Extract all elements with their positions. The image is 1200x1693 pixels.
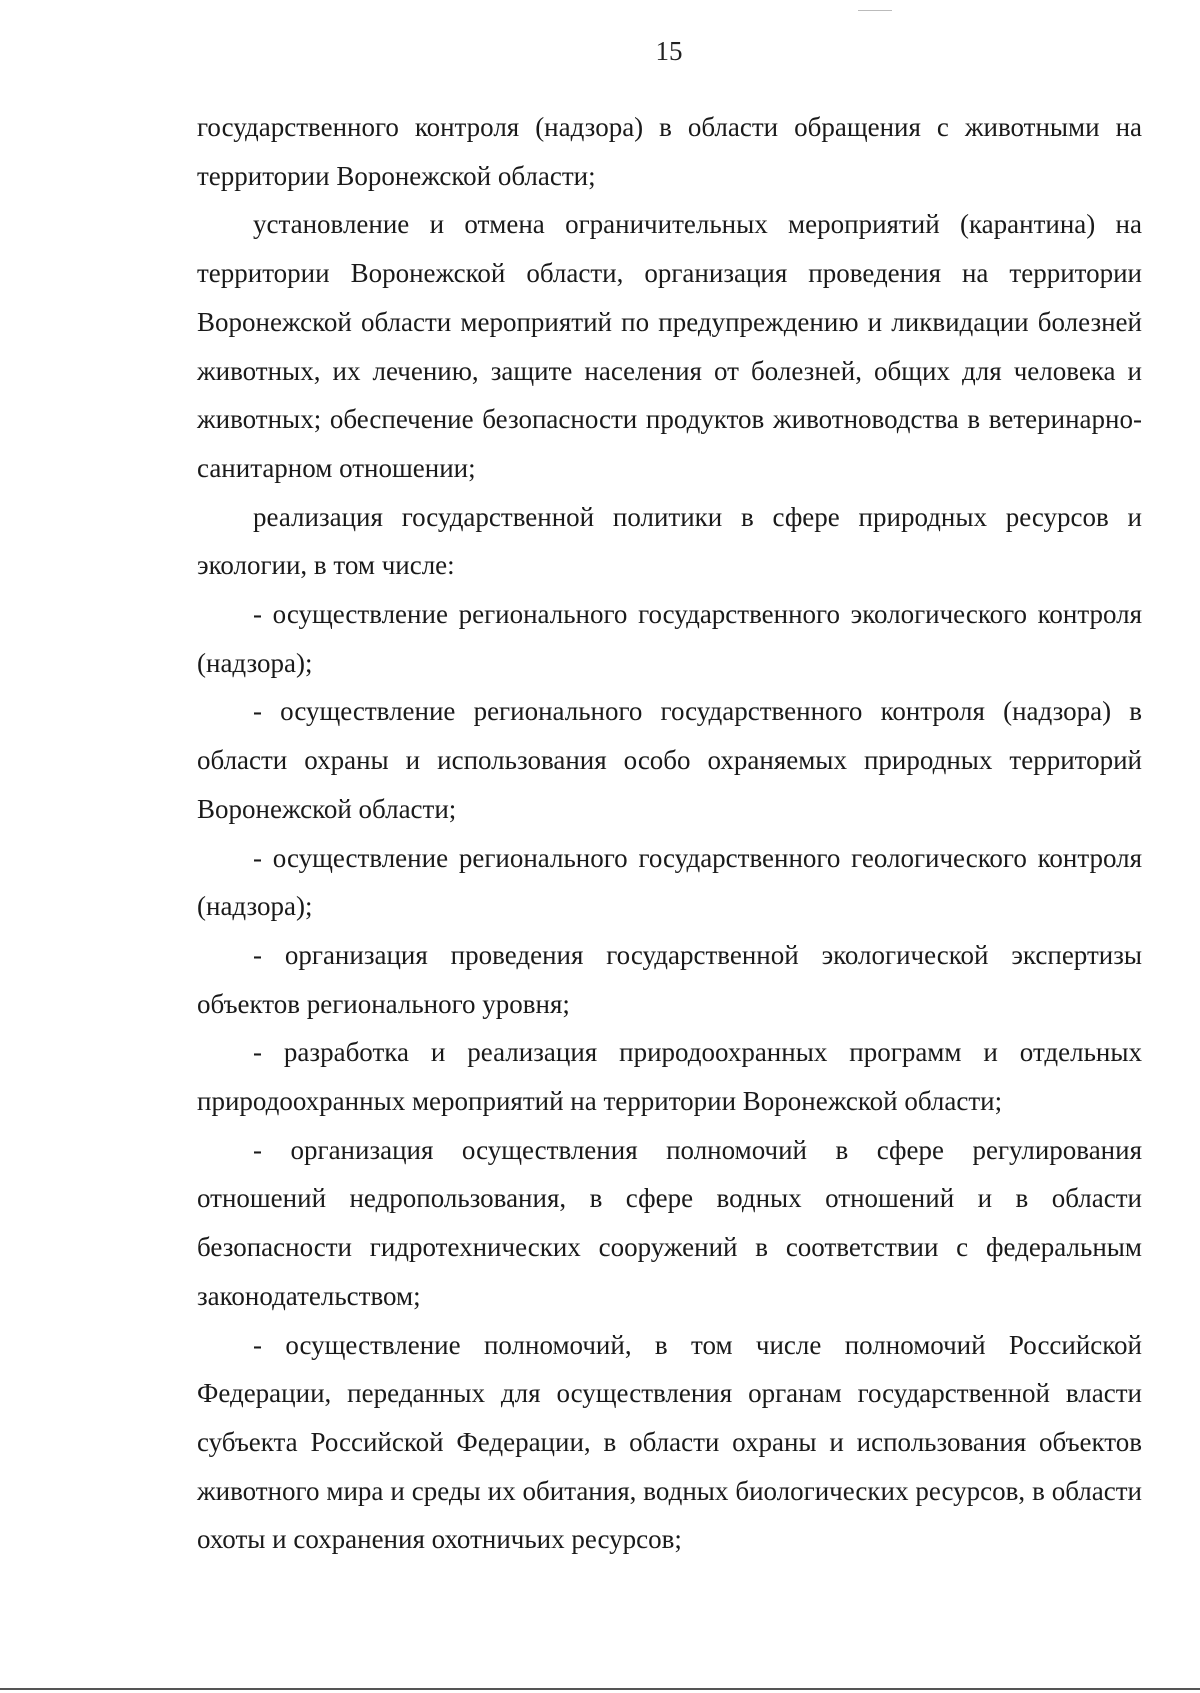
page-bottom-edge	[0, 1688, 1200, 1690]
paragraph-2: реализация государственной политики в сфере природных ресурсов и экологии, в том числе:	[197, 501, 1142, 581]
paragraph-0: государственного контроля (надзора) в области обращения с животными на территории Воронежской области;	[197, 112, 1142, 191]
list-item-ecological-expertise: - организация проведения государственной экологической экспертизы объектов регионального уровня;	[197, 939, 1142, 1019]
list-item-subsoil-water: - организация осуществления полномочий в сфере регулирования отношений недропользования, в сфере водных отношений и в области безопасности гидротехнических сооружений в соответствии с федеральным законодательством;	[197, 1134, 1142, 1311]
list-item-ecological-control: - осуществление регионального государственного экологического контроля (надзора);	[197, 599, 1142, 678]
page-number: 15	[655, 36, 683, 66]
paragraph-1: установление и отмена ограничительных мероприятий (карантина) на территории Воронежской области, организация проведения на территории Воронежской области мероприятий по предупреждению и ликвидации болезней животных, их лечению, защите населения от болезней, общих для человека и животных; обеспечение безопасности продуктов животноводства в ветеринарно-санитарном отношении;	[197, 209, 1142, 483]
list-item-environmental-programs: - разработка и реализация природоохранных программ и отдельных природоохранных мероприятий на территории Воронежской области;	[197, 1037, 1142, 1117]
list-item-wildlife-hunting: - осуществление полномочий, в том числе полномочий Российской Федерации, переданных для осуществления органам государственной власти субъекта Российской Федерации, в области охраны и использования объектов животного мира и среды их обитания, водных биологических ресурсов, в области охоты и сохранения охотничьих ресурсов;	[197, 1329, 1142, 1555]
list-item-geological-control: - осуществление регионального государственного геологического контроля (надзора);	[197, 842, 1142, 922]
scan-artifact	[858, 10, 892, 11]
list-item-protected-territories: - осуществление регионального государственного контроля (надзора) в области охраны и использования особо охраняемых природных территорий Воронежской области;	[197, 696, 1142, 824]
document-body	[197, 103, 1142, 1564]
